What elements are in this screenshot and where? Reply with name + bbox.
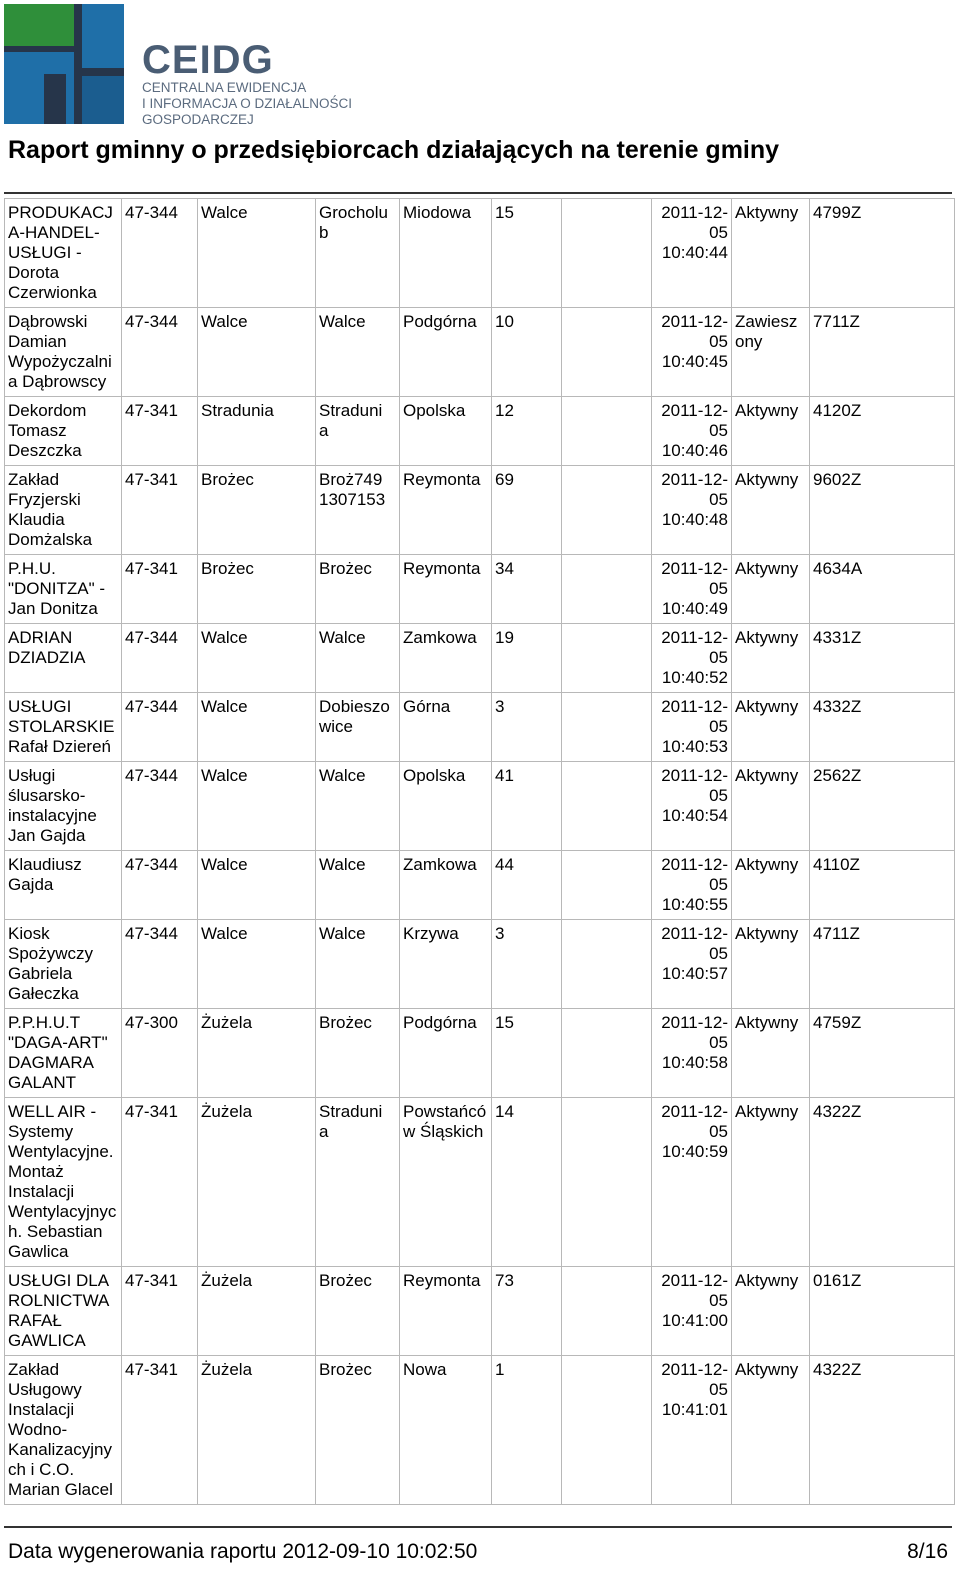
street-cell: Reymonta xyxy=(400,555,492,624)
house-number-cell: 69 xyxy=(492,466,562,555)
pkd-code-cell: 4759Z xyxy=(810,1009,955,1098)
footer-divider xyxy=(4,1526,952,1528)
brand-name: CEIDG xyxy=(142,38,274,82)
street-cell: Podgórna xyxy=(400,1009,492,1098)
company-name-cell: USŁUGI DLA ROLNICTWA RAFAŁ GAWLICA xyxy=(5,1267,122,1356)
postcode-cell: 47-341 xyxy=(122,466,198,555)
registration-date-cell: 2011-12-05 10:41:00 xyxy=(652,1267,732,1356)
status-cell: Aktywny xyxy=(732,1267,810,1356)
town-cell: Brożec xyxy=(316,555,400,624)
status-cell: Aktywny xyxy=(732,1356,810,1505)
unit-number-cell xyxy=(562,851,652,920)
registration-date-cell: 2011-12-05 10:40:49 xyxy=(652,555,732,624)
brand-subtitle-1: CENTRALNA EWIDENCJA xyxy=(142,80,307,95)
postcode-cell: 47-341 xyxy=(122,397,198,466)
pkd-code-cell: 4799Z xyxy=(810,199,955,308)
company-name-cell: P.H.U. "DONITZA" - Jan Donitza xyxy=(5,555,122,624)
registration-date-cell: 2011-12-05 10:40:46 xyxy=(652,397,732,466)
pkd-code-cell: 4110Z xyxy=(810,851,955,920)
registration-date-cell: 2011-12-05 10:40:44 xyxy=(652,199,732,308)
street-cell: Opolska xyxy=(400,762,492,851)
table-row xyxy=(5,1098,955,1267)
registration-date-cell: 2011-12-05 10:40:53 xyxy=(652,693,732,762)
postcode-cell: 47-341 xyxy=(122,1356,198,1505)
table-row xyxy=(5,397,955,466)
generation-date: Data wygenerowania raportu 2012-09-10 10:02:50 xyxy=(8,1540,478,1563)
postcode-cell: 47-344 xyxy=(122,199,198,308)
header-divider xyxy=(4,192,952,194)
town-cell: Walce xyxy=(316,920,400,1009)
table-row xyxy=(5,308,955,397)
unit-number-cell xyxy=(562,555,652,624)
house-number-cell: 1 xyxy=(492,1356,562,1505)
house-number-cell: 3 xyxy=(492,920,562,1009)
unit-number-cell xyxy=(562,1098,652,1267)
company-name-cell: ADRIAN DZIADZIA xyxy=(5,624,122,693)
page-number: 8/16 xyxy=(907,1540,948,1563)
table-row xyxy=(5,1267,955,1356)
status-cell: Aktywny xyxy=(732,397,810,466)
post-office-cell: Brożec xyxy=(198,555,316,624)
status-cell: Aktywny xyxy=(732,1009,810,1098)
pkd-code-cell: 2562Z xyxy=(810,762,955,851)
unit-number-cell xyxy=(562,762,652,851)
street-cell: Zamkowa xyxy=(400,624,492,693)
status-cell: Aktywny xyxy=(732,693,810,762)
unit-number-cell xyxy=(562,1267,652,1356)
postcode-cell: 47-341 xyxy=(122,1098,198,1267)
company-name-cell: Klaudiusz Gajda xyxy=(5,851,122,920)
post-office-cell: Żużela xyxy=(198,1098,316,1267)
postcode-cell: 47-341 xyxy=(122,555,198,624)
brand-subtitle-2: I INFORMACJA O DZIAŁALNOŚCI xyxy=(142,96,353,111)
company-name-cell: WELL AIR - Systemy Wentylacyjne. Montaż Instalacji Wentylacyjnych. Sebastian Gawlica xyxy=(5,1098,122,1267)
table-row xyxy=(5,555,955,624)
town-cell: Grocholub xyxy=(316,199,400,308)
status-cell: Aktywny xyxy=(732,466,810,555)
unit-number-cell xyxy=(562,199,652,308)
post-office-cell: Żużela xyxy=(198,1009,316,1098)
pkd-code-cell: 0161Z xyxy=(810,1267,955,1356)
street-cell: Krzywa xyxy=(400,920,492,1009)
status-cell: Aktywny xyxy=(732,199,810,308)
postcode-cell: 47-344 xyxy=(122,762,198,851)
report-table xyxy=(4,198,955,1505)
status-cell: Aktywny xyxy=(732,851,810,920)
house-number-cell: 19 xyxy=(492,624,562,693)
registration-date-cell: 2011-12-05 10:40:59 xyxy=(652,1098,732,1267)
company-name-cell: Usługi ślusarsko-instalacyjne Jan Gajda xyxy=(5,762,122,851)
registration-date-cell: 2011-12-05 10:40:48 xyxy=(652,466,732,555)
street-cell: Reymonta xyxy=(400,466,492,555)
unit-number-cell xyxy=(562,1009,652,1098)
town-cell: Brożec xyxy=(316,1356,400,1505)
table-row xyxy=(5,466,955,555)
unit-number-cell xyxy=(562,1356,652,1505)
post-office-cell: Stradunia xyxy=(198,397,316,466)
page-title: Raport gminny o przedsiębiorcach działających na terenie gminy xyxy=(8,136,780,164)
town-cell: Walce xyxy=(316,624,400,693)
table-row xyxy=(5,851,955,920)
postcode-cell: 47-344 xyxy=(122,624,198,693)
pkd-code-cell: 4332Z xyxy=(810,693,955,762)
post-office-cell: Walce xyxy=(198,624,316,693)
town-cell: Straduni a xyxy=(316,397,400,466)
street-cell: Miodowa xyxy=(400,199,492,308)
pkd-code-cell: 4120Z xyxy=(810,397,955,466)
post-office-cell: Żużela xyxy=(198,1356,316,1505)
status-cell: Aktywny xyxy=(732,555,810,624)
registration-date-cell: 2011-12-05 10:40:54 xyxy=(652,762,732,851)
house-number-cell: 3 xyxy=(492,693,562,762)
pkd-code-cell: 9602Z xyxy=(810,466,955,555)
postcode-cell: 47-344 xyxy=(122,308,198,397)
postcode-cell: 47-300 xyxy=(122,1009,198,1098)
post-office-cell: Walce xyxy=(198,199,316,308)
town-cell: Brożec xyxy=(316,1267,400,1356)
town-cell: Walce xyxy=(316,308,400,397)
street-cell: Górna xyxy=(400,693,492,762)
town-cell: Brożec xyxy=(316,1009,400,1098)
unit-number-cell xyxy=(562,466,652,555)
house-number-cell: 41 xyxy=(492,762,562,851)
pkd-code-cell: 4322Z xyxy=(810,1098,955,1267)
street-cell: Zamkowa xyxy=(400,851,492,920)
street-cell: Reymonta xyxy=(400,1267,492,1356)
table-row xyxy=(5,624,955,693)
registration-date-cell: 2011-12-05 10:41:01 xyxy=(652,1356,732,1505)
unit-number-cell xyxy=(562,397,652,466)
company-name-cell: P.P.H.U.T "DAGA-ART" DAGMARA GALANT xyxy=(5,1009,122,1098)
table-row xyxy=(5,762,955,851)
house-number-cell: 10 xyxy=(492,308,562,397)
registration-date-cell: 2011-12-05 10:40:55 xyxy=(652,851,732,920)
brand-subtitle-3: GOSPODARCZEJ xyxy=(142,112,254,127)
registration-date-cell: 2011-12-05 10:40:57 xyxy=(652,920,732,1009)
company-name-cell: Kiosk Spożywczy Gabriela Gałeczka xyxy=(5,920,122,1009)
house-number-cell: 15 xyxy=(492,1009,562,1098)
post-office-cell: Walce xyxy=(198,920,316,1009)
town-cell: Straduni a xyxy=(316,1098,400,1267)
town-cell: Dobieszowice xyxy=(316,693,400,762)
post-office-cell: Żużela xyxy=(198,1267,316,1356)
pkd-code-cell: 4322Z xyxy=(810,1356,955,1505)
town-cell: Walce xyxy=(316,762,400,851)
table-row xyxy=(5,693,955,762)
status-cell: Aktywny xyxy=(732,624,810,693)
table-row xyxy=(5,1009,955,1098)
house-number-cell: 44 xyxy=(492,851,562,920)
company-name-cell: Dekordom Tomasz Deszczka xyxy=(5,397,122,466)
pkd-code-cell: 4634A xyxy=(810,555,955,624)
street-cell: Opolska xyxy=(400,397,492,466)
house-number-cell: 14 xyxy=(492,1098,562,1267)
brand xyxy=(142,40,352,128)
post-office-cell: Walce xyxy=(198,308,316,397)
status-cell: Aktywny xyxy=(732,920,810,1009)
company-name-cell: Zakład Fryzjerski Klaudia Domżalska xyxy=(5,466,122,555)
status-cell: Aktywny xyxy=(732,762,810,851)
ceidg-logo-icon xyxy=(4,4,124,124)
pkd-code-cell: 4331Z xyxy=(810,624,955,693)
table-row xyxy=(5,1356,955,1505)
town-cell: Broż749 1307153 xyxy=(316,466,400,555)
company-name-cell: Zakład Usługowy Instalacji Wodno-Kanalizacyjnych i C.O. Marian Glacel xyxy=(5,1356,122,1505)
registration-date-cell: 2011-12-05 10:40:58 xyxy=(652,1009,732,1098)
street-cell: Powstańców Śląskich xyxy=(400,1098,492,1267)
pkd-code-cell: 4711Z xyxy=(810,920,955,1009)
street-cell: Nowa xyxy=(400,1356,492,1505)
post-office-cell: Brożec xyxy=(198,466,316,555)
house-number-cell: 12 xyxy=(492,397,562,466)
unit-number-cell xyxy=(562,308,652,397)
unit-number-cell xyxy=(562,624,652,693)
company-name-cell: PRODUKACJA-HANDEL-USŁUGI - Dorota Czerwionka xyxy=(5,199,122,308)
unit-number-cell xyxy=(562,920,652,1009)
registration-date-cell: 2011-12-05 10:40:52 xyxy=(652,624,732,693)
postcode-cell: 47-344 xyxy=(122,920,198,1009)
house-number-cell: 73 xyxy=(492,1267,562,1356)
company-name-cell: Dąbrowski Damian Wypożyczalnia Dąbrowscy xyxy=(5,308,122,397)
company-name-cell: USŁUGI STOLARSKIE Rafał Dziereń xyxy=(5,693,122,762)
pkd-code-cell: 7711Z xyxy=(810,308,955,397)
registration-date-cell: 2011-12-05 10:40:45 xyxy=(652,308,732,397)
house-number-cell: 15 xyxy=(492,199,562,308)
town-cell: Walce xyxy=(316,851,400,920)
status-cell: Zawieszony xyxy=(732,308,810,397)
post-office-cell: Walce xyxy=(198,762,316,851)
unit-number-cell xyxy=(562,693,652,762)
table-row xyxy=(5,199,955,308)
postcode-cell: 47-344 xyxy=(122,851,198,920)
street-cell: Podgórna xyxy=(400,308,492,397)
table-row xyxy=(5,920,955,1009)
post-office-cell: Walce xyxy=(198,851,316,920)
post-office-cell: Walce xyxy=(198,693,316,762)
status-cell: Aktywny xyxy=(732,1098,810,1267)
postcode-cell: 47-344 xyxy=(122,693,198,762)
house-number-cell: 34 xyxy=(492,555,562,624)
postcode-cell: 47-341 xyxy=(122,1267,198,1356)
